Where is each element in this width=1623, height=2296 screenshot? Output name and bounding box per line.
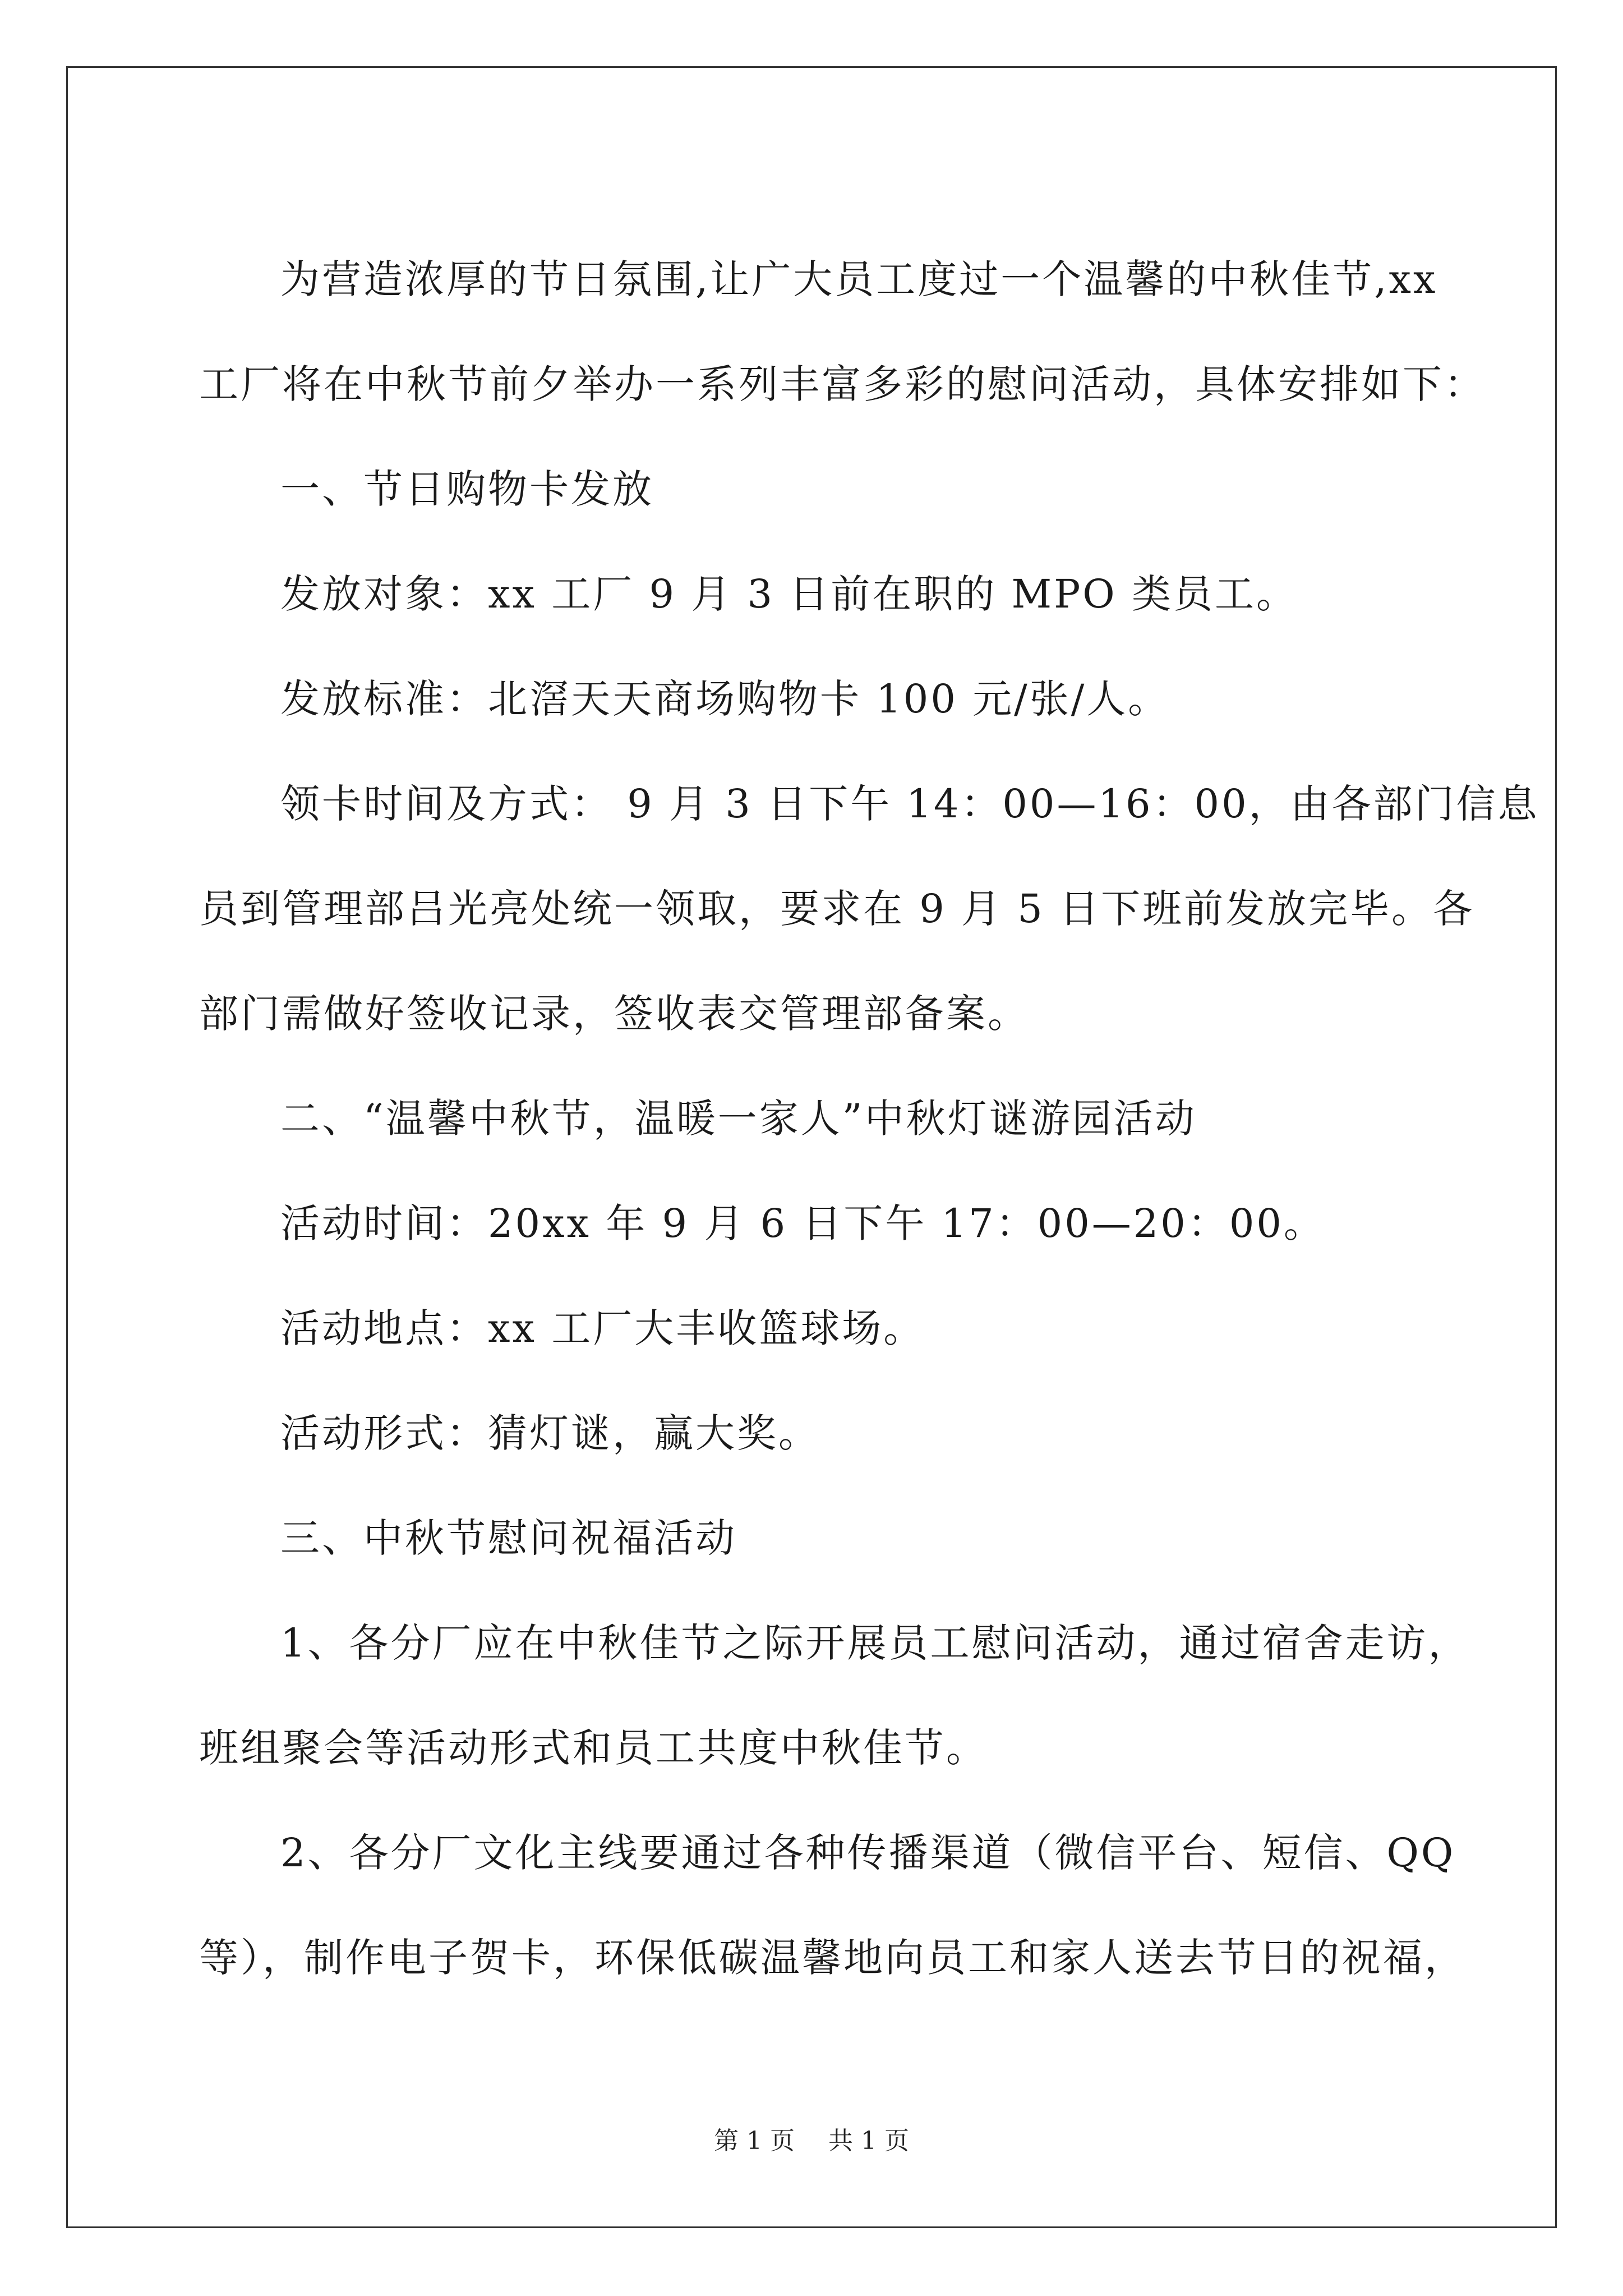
paragraph-line: 为营造浓厚的节日氛围,让广大员工度过一个温馨的中秋佳节,xx [280,256,1438,302]
page-number-total: 共 1 页 [828,2127,909,2155]
paragraph-line: 活动时间：20xx 年 9 月 6 日下午 17：00—20：00。 [280,1200,1325,1246]
paragraph-line: 发放对象：xx 工厂 9 月 3 日前在职的 MPO 类员工。 [280,571,1298,617]
document-body [199,227,1539,2010]
paragraph-line: 员到管理部吕光亮处统一领取，要求在 9 月 5 日下班前发放完毕。各 [199,886,1475,932]
paragraph-line: 活动形式：猜灯谜，赢大奖。 [280,1410,820,1456]
paragraph-line: 发放标准：北滘天天商场购物卡 100 元/张/人。 [280,676,1170,722]
paragraph-line: 1、各分厂应在中秋佳节之际开展员工慰问活动，通过宿舍走访， [280,1620,1470,1666]
page-footer [0,2120,1623,2156]
paragraph-line: 2、各分厂文化主线要通过各种传播渠道（微信平台、短信、QQ [280,1830,1456,1876]
paragraph-line: 等），制作电子贺卡，环保低碳温馨地向员工和家人送去节日的祝福， [199,1935,1466,1981]
paragraph-line: 活动地点：xx 工厂大丰收篮球场。 [280,1305,925,1351]
paragraph-line: 部门需做好签收记录，签收表交管理部备案。 [199,991,1029,1037]
page-number-current: 第 1 页 [714,2127,795,2155]
paragraph-line: 班组聚会等活动形式和员工共度中秋佳节。 [199,1725,988,1771]
section-heading: 三、中秋节慰问祝福活动 [280,1515,737,1561]
paragraph-line: 领卡时间及方式： 9 月 3 日下午 14：00—16：00，由各部门信息 [280,781,1539,827]
section-heading: 一、节日购物卡发放 [280,466,654,512]
paragraph-line: 工厂将在中秋节前夕举办一系列丰富多彩的慰问活动，具体安排如下： [199,361,1486,407]
section-heading: 二、“温馨中秋节，温暖一家人”中秋灯谜游园活动 [280,1096,1197,1142]
